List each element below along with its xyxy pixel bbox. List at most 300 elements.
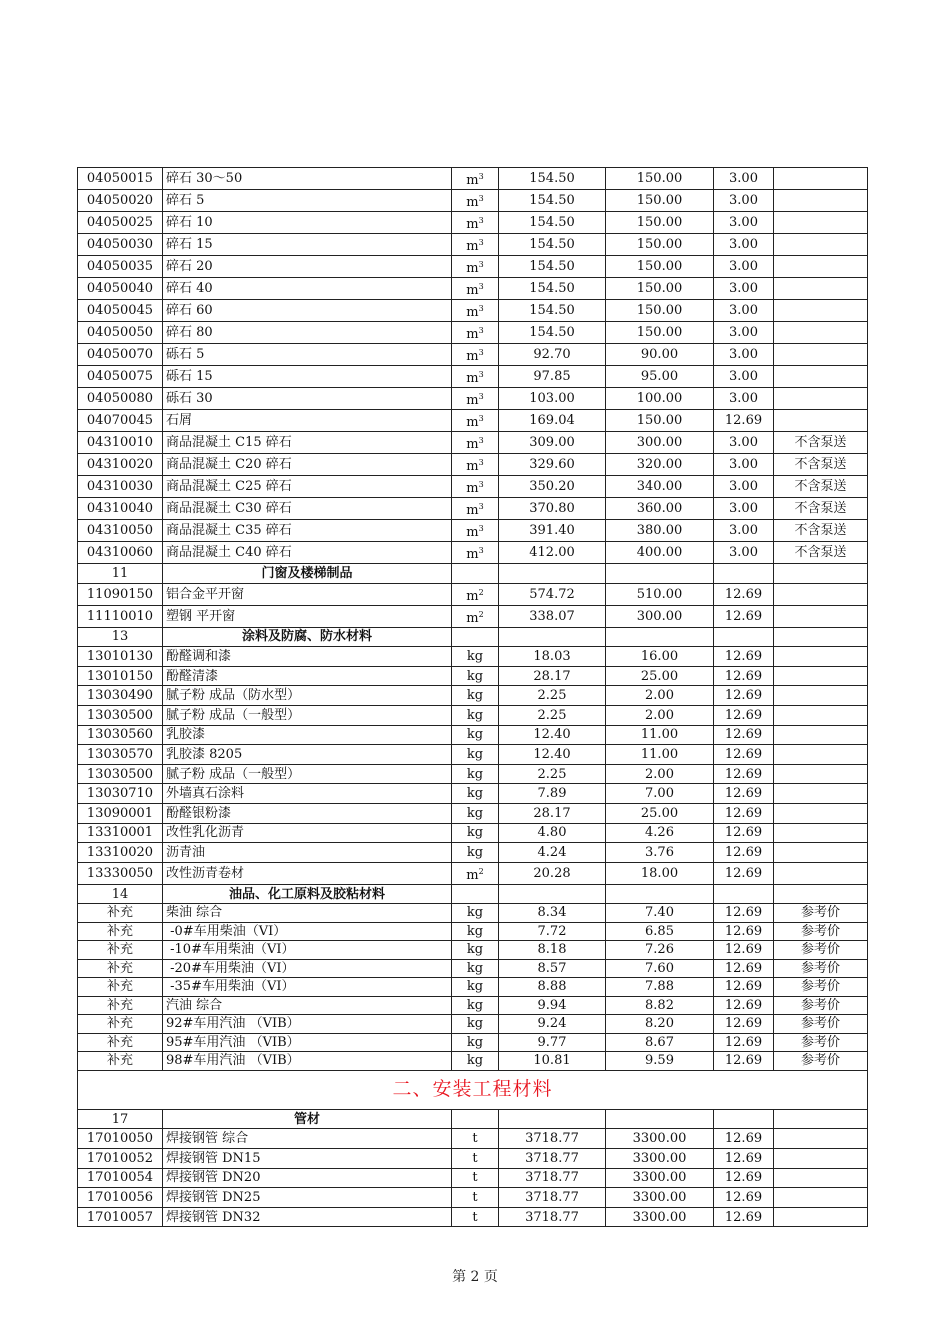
remark-text: 参考价 (800, 997, 840, 1013)
material-name (163, 168, 452, 190)
tax-rate-text: 12.69 (724, 746, 763, 762)
tax-rate (714, 256, 774, 278)
price-excl-tax (606, 1129, 714, 1149)
empty-cell (452, 884, 499, 904)
price-incl-tax-text: 28.17 (533, 668, 571, 684)
table-row (78, 647, 868, 667)
price-incl-tax-text: 2.25 (537, 688, 567, 704)
material-name (163, 823, 452, 843)
table-row (78, 300, 868, 322)
price-incl-tax-text: 3718.77 (525, 1131, 579, 1147)
price-incl-tax-text: 154.50 (529, 325, 575, 340)
price-incl-tax-text: 154.50 (529, 259, 575, 274)
empty-cell (452, 627, 499, 647)
remark (774, 862, 868, 884)
material-name-text: 腻子粉 成品（一般型） (166, 766, 301, 782)
unit-exponent: 3 (478, 436, 484, 445)
category-title-text: 门窗及楼梯制品 (261, 565, 353, 581)
tax-rate (714, 666, 774, 686)
price-excl-tax-text: 7.40 (645, 905, 674, 921)
unit-text: m (466, 305, 479, 320)
material-name (163, 388, 452, 410)
table-row (78, 823, 868, 843)
empty-cell (499, 884, 606, 904)
price-excl-tax-text: 8.67 (645, 1034, 674, 1050)
price-incl-tax (499, 904, 606, 923)
price-excl-tax-text: 2.00 (645, 766, 674, 782)
material-code (78, 278, 163, 300)
unit (452, 941, 499, 960)
category-code-text: 13 (111, 629, 129, 645)
category-title-text: 管材 (293, 1111, 320, 1127)
unit (452, 1149, 499, 1169)
material-code (78, 941, 163, 960)
price-incl-tax (499, 366, 606, 388)
material-name (163, 784, 452, 804)
tax-rate-text: 3.00 (729, 523, 758, 538)
table-row (78, 542, 868, 564)
material-name-text: 酚醛调和漆 (166, 648, 232, 664)
material-code (78, 520, 163, 542)
tax-rate-text: 3.00 (729, 325, 758, 340)
price-excl-tax-text: 3.76 (645, 844, 674, 860)
material-code-text: 13030560 (86, 727, 154, 743)
unit-exponent: 2 (478, 609, 484, 619)
remark (774, 498, 868, 520)
material-name-text: 铝合金平开窗 (166, 586, 245, 602)
material-name-text: 改性乳化沥青 (166, 825, 245, 841)
tax-rate-text: 12.69 (724, 997, 763, 1013)
tax-rate-text: 12.69 (724, 1150, 763, 1166)
unit-exponent: 3 (478, 260, 484, 269)
unit (452, 234, 499, 256)
remark-text: 参考价 (800, 1016, 840, 1032)
unit-text: m (466, 867, 479, 883)
price-excl-tax (606, 941, 714, 960)
price-excl-tax-text: 150.00 (636, 259, 683, 274)
price-incl-tax-text: 574.72 (529, 586, 575, 602)
price-excl-tax-text: 510.00 (636, 586, 683, 602)
remark (774, 686, 868, 706)
price-incl-tax-text: 3718.77 (525, 1170, 579, 1186)
price-incl-tax (499, 520, 606, 542)
price-incl-tax (499, 941, 606, 960)
material-name-text: 腻子粉 成品（一般型） (166, 707, 301, 723)
price-excl-tax (606, 823, 714, 843)
category-title-text: 涂料及防腐、防水材料 (241, 629, 372, 645)
price-incl-tax-text: 8.34 (537, 905, 567, 921)
material-code (78, 234, 163, 256)
price-excl-tax (606, 476, 714, 498)
price-incl-tax (499, 300, 606, 322)
remark (774, 454, 868, 476)
material-code-text: 13010130 (86, 648, 154, 664)
remark (774, 366, 868, 388)
remark (774, 234, 868, 256)
material-name-text: 酚醛清漆 (166, 668, 219, 684)
price-incl-tax (499, 583, 606, 605)
unit (452, 843, 499, 863)
price-incl-tax-text: 370.80 (529, 501, 575, 516)
tax-rate-text: 12.69 (724, 648, 763, 664)
tax-rate (714, 388, 774, 410)
tax-rate (714, 725, 774, 745)
price-incl-tax (499, 959, 606, 978)
material-name-text: 92#车用汽油 （VIB） (166, 1016, 300, 1032)
tax-rate-text: 3.00 (729, 457, 758, 472)
material-name-text: 商品混凝土 C25 碎石 (166, 479, 292, 494)
remark (774, 542, 868, 564)
material-code-text: 04310020 (86, 457, 154, 472)
price-excl-tax-text: 25.00 (640, 668, 679, 684)
tax-rate (714, 1033, 774, 1052)
unit (452, 410, 499, 432)
material-code (78, 1052, 163, 1071)
material-code-text: 04050030 (86, 237, 154, 252)
unit-text: kg (466, 844, 484, 860)
table-row (78, 904, 868, 923)
tax-rate-text: 3.00 (729, 501, 758, 516)
price-excl-tax (606, 410, 714, 432)
unit (452, 1033, 499, 1052)
table-row (78, 941, 868, 960)
price-excl-tax-text: 2.00 (645, 707, 674, 723)
material-name (163, 996, 452, 1015)
material-code-text: 13030500 (86, 766, 154, 782)
material-code (78, 344, 163, 366)
price-excl-tax (606, 996, 714, 1015)
tax-rate-text: 3.00 (729, 215, 758, 230)
price-excl-tax-text: 150.00 (636, 171, 683, 186)
tax-rate-text: 12.69 (724, 1209, 763, 1225)
price-incl-tax-text: 97.85 (533, 369, 571, 384)
material-name (163, 542, 452, 564)
material-code (78, 300, 163, 322)
material-name-text: 商品混凝土 C15 碎石 (166, 435, 292, 450)
material-code (78, 212, 163, 234)
material-code-text: 04310050 (86, 523, 154, 538)
material-code (78, 666, 163, 686)
unit-text: m (466, 283, 479, 298)
price-excl-tax (606, 803, 714, 823)
table-row (78, 1207, 868, 1227)
tax-rate-text: 12.69 (724, 960, 763, 976)
price-excl-tax (606, 366, 714, 388)
material-name-text: 碎石 5 (166, 193, 205, 208)
remark (774, 823, 868, 843)
material-code (78, 476, 163, 498)
remark (774, 647, 868, 667)
price-incl-tax (499, 784, 606, 804)
price-excl-tax (606, 520, 714, 542)
category-row (78, 627, 868, 647)
price-excl-tax (606, 922, 714, 941)
table-row (78, 764, 868, 784)
table-row (78, 725, 868, 745)
material-code-text: 补充 (106, 997, 133, 1013)
material-code-text: 17010057 (86, 1209, 154, 1225)
category-title (163, 1109, 452, 1129)
material-name-text: 碎石 80 (166, 325, 213, 340)
remark (774, 764, 868, 784)
material-name-text: 酚醛银粉漆 (166, 805, 232, 821)
unit-exponent: 2 (478, 587, 484, 597)
material-code (78, 686, 163, 706)
material-code (78, 922, 163, 941)
price-incl-tax (499, 234, 606, 256)
material-code-text: 13030490 (86, 688, 154, 704)
price-incl-tax-text: 154.50 (529, 303, 575, 318)
price-incl-tax (499, 1052, 606, 1071)
material-name-text: 商品混凝土 C40 碎石 (166, 545, 292, 560)
unit-text: m (466, 327, 479, 342)
price-incl-tax (499, 1168, 606, 1188)
price-incl-tax (499, 862, 606, 884)
price-incl-tax (499, 764, 606, 784)
price-excl-tax-text: 4.26 (645, 825, 674, 841)
material-code-text: 13310020 (86, 844, 154, 860)
unit-exponent: 3 (478, 194, 484, 203)
price-incl-tax-text: 8.57 (537, 960, 567, 976)
price-incl-tax (499, 978, 606, 997)
category-title (163, 564, 452, 584)
remark-text: 参考价 (800, 960, 840, 976)
material-code (78, 605, 163, 627)
unit (452, 647, 499, 667)
remark (774, 959, 868, 978)
unit (452, 322, 499, 344)
material-name-text: 砾石 15 (166, 369, 213, 384)
remark (774, 322, 868, 344)
material-name-text: 焊接钢管 DN15 (166, 1150, 261, 1166)
unit (452, 454, 499, 476)
price-excl-tax (606, 725, 714, 745)
tax-rate (714, 234, 774, 256)
material-name-text: 乳胶漆 8205 (166, 746, 243, 762)
empty-cell (774, 564, 868, 584)
unit-text: m (466, 547, 479, 562)
tax-rate-text: 12.69 (724, 1170, 763, 1186)
table-row (78, 959, 868, 978)
price-incl-tax (499, 1015, 606, 1034)
remark-text: 不含泵送 (794, 457, 847, 472)
material-code-text: 13330050 (86, 865, 154, 881)
price-excl-tax-text: 150.00 (636, 215, 683, 230)
material-name (163, 498, 452, 520)
price-excl-tax (606, 256, 714, 278)
remark (774, 922, 868, 941)
price-excl-tax-text: 3300.00 (632, 1209, 687, 1225)
tax-rate (714, 764, 774, 784)
tax-rate (714, 605, 774, 627)
price-incl-tax-text: 10.81 (533, 1053, 571, 1069)
material-name-text: 商品混凝土 C35 碎石 (166, 523, 292, 538)
unit-exponent: 3 (478, 414, 484, 423)
material-name (163, 300, 452, 322)
table-row (78, 278, 868, 300)
unit (452, 190, 499, 212)
unit (452, 212, 499, 234)
material-code-text: 13090001 (86, 805, 154, 821)
material-code (78, 322, 163, 344)
tax-rate-text: 12.69 (724, 844, 763, 860)
price-excl-tax-text: 150.00 (636, 193, 683, 208)
material-name (163, 520, 452, 542)
category-code (78, 564, 163, 584)
price-excl-tax (606, 498, 714, 520)
table-row (78, 583, 868, 605)
material-code-text: 04310040 (86, 501, 154, 516)
price-excl-tax-text: 7.60 (645, 960, 674, 976)
empty-cell (606, 564, 714, 584)
material-code-text: 11110010 (86, 608, 154, 624)
material-code-text: 17010050 (86, 1131, 154, 1147)
material-name-text: 商品混凝土 C20 碎石 (166, 457, 292, 472)
material-name-text: 98#车用汽油 （VIB） (166, 1053, 300, 1069)
material-name (163, 212, 452, 234)
unit-exponent: 3 (478, 524, 484, 533)
unit (452, 725, 499, 745)
table-row (78, 705, 868, 725)
category-row (78, 564, 868, 584)
unit-exponent: 3 (478, 458, 484, 467)
unit-exponent: 3 (478, 238, 484, 247)
unit-text: kg (466, 668, 484, 684)
price-excl-tax (606, 583, 714, 605)
empty-cell (606, 1109, 714, 1129)
price-excl-tax (606, 1168, 714, 1188)
unit-text: m (466, 195, 479, 210)
table-row (78, 432, 868, 454)
price-incl-tax-text: 7.89 (537, 786, 567, 802)
material-code-text: 补充 (106, 942, 133, 958)
unit-text: t (472, 1209, 478, 1225)
price-incl-tax (499, 190, 606, 212)
price-incl-tax (499, 410, 606, 432)
material-name-text: 乳胶漆 (166, 727, 206, 743)
unit (452, 996, 499, 1015)
material-name (163, 454, 452, 476)
remark (774, 784, 868, 804)
tax-rate-text: 3.00 (729, 347, 758, 362)
tax-rate (714, 476, 774, 498)
tax-rate (714, 959, 774, 978)
material-name (163, 843, 452, 863)
material-code-text: 17010052 (86, 1150, 154, 1166)
empty-cell (714, 627, 774, 647)
material-name-text: 改性沥青卷材 (166, 865, 245, 881)
price-incl-tax-text: 8.18 (537, 942, 567, 958)
table-row (78, 454, 868, 476)
material-name (163, 666, 452, 686)
material-name (163, 1052, 452, 1071)
remark (774, 725, 868, 745)
price-incl-tax-text: 3718.77 (525, 1209, 579, 1225)
material-name (163, 922, 452, 941)
price-incl-tax-text: 350.20 (529, 479, 575, 494)
tax-rate-text: 3.00 (729, 281, 758, 296)
material-code (78, 803, 163, 823)
material-code-text: 补充 (106, 923, 133, 939)
table-row (78, 520, 868, 542)
price-incl-tax (499, 476, 606, 498)
material-name (163, 904, 452, 923)
price-incl-tax (499, 1129, 606, 1149)
price-incl-tax-text: 7.72 (537, 923, 567, 939)
unit (452, 904, 499, 923)
material-code (78, 764, 163, 784)
price-incl-tax-text: 2.25 (537, 707, 567, 723)
tax-rate-text: 3.00 (729, 237, 758, 252)
remark-text: 参考价 (800, 979, 840, 995)
material-code (78, 542, 163, 564)
tax-rate-text: 3.00 (729, 479, 758, 494)
tax-rate-text: 3.00 (729, 259, 758, 274)
material-name (163, 278, 452, 300)
unit-text: m (466, 349, 479, 364)
material-name (163, 647, 452, 667)
tax-rate (714, 498, 774, 520)
unit (452, 498, 499, 520)
material-name (163, 1149, 452, 1169)
price-excl-tax (606, 1052, 714, 1071)
table-row (78, 498, 868, 520)
price-excl-tax-text: 3300.00 (632, 1150, 687, 1166)
price-incl-tax-text: 20.28 (533, 865, 571, 881)
price-excl-tax-text: 150.00 (636, 303, 683, 318)
price-incl-tax (499, 996, 606, 1015)
table-row (78, 862, 868, 884)
tax-rate-text: 12.69 (724, 923, 763, 939)
unit (452, 344, 499, 366)
unit-text: m (466, 588, 479, 604)
material-code-text: 04050045 (86, 303, 154, 318)
material-code (78, 1015, 163, 1034)
material-name (163, 344, 452, 366)
price-incl-tax (499, 344, 606, 366)
tax-rate (714, 705, 774, 725)
unit (452, 583, 499, 605)
price-excl-tax (606, 542, 714, 564)
category-row (78, 1109, 868, 1129)
price-excl-tax (606, 234, 714, 256)
price-excl-tax-text: 25.00 (640, 805, 679, 821)
tax-rate (714, 190, 774, 212)
remark (774, 388, 868, 410)
tax-rate (714, 803, 774, 823)
unit (452, 784, 499, 804)
unit-exponent: 3 (478, 216, 484, 225)
unit (452, 520, 499, 542)
unit-text: kg (466, 923, 484, 939)
price-excl-tax-text: 95.00 (640, 369, 679, 384)
material-name-text: 焊接钢管 综合 (166, 1131, 249, 1147)
material-code-text: 04050075 (86, 369, 154, 384)
price-excl-tax-text: 320.00 (636, 457, 683, 472)
empty-cell (499, 1109, 606, 1129)
material-code-text: 04050035 (86, 259, 154, 274)
remark (774, 1207, 868, 1227)
unit-text: m (466, 610, 479, 626)
material-name-text: -35#车用柴油（VI） (166, 979, 295, 995)
unit (452, 1188, 499, 1208)
price-excl-tax (606, 432, 714, 454)
material-name (163, 764, 452, 784)
material-code-text: 04070045 (86, 413, 154, 428)
price-excl-tax (606, 388, 714, 410)
price-incl-tax-text: 154.50 (529, 281, 575, 296)
price-incl-tax (499, 322, 606, 344)
